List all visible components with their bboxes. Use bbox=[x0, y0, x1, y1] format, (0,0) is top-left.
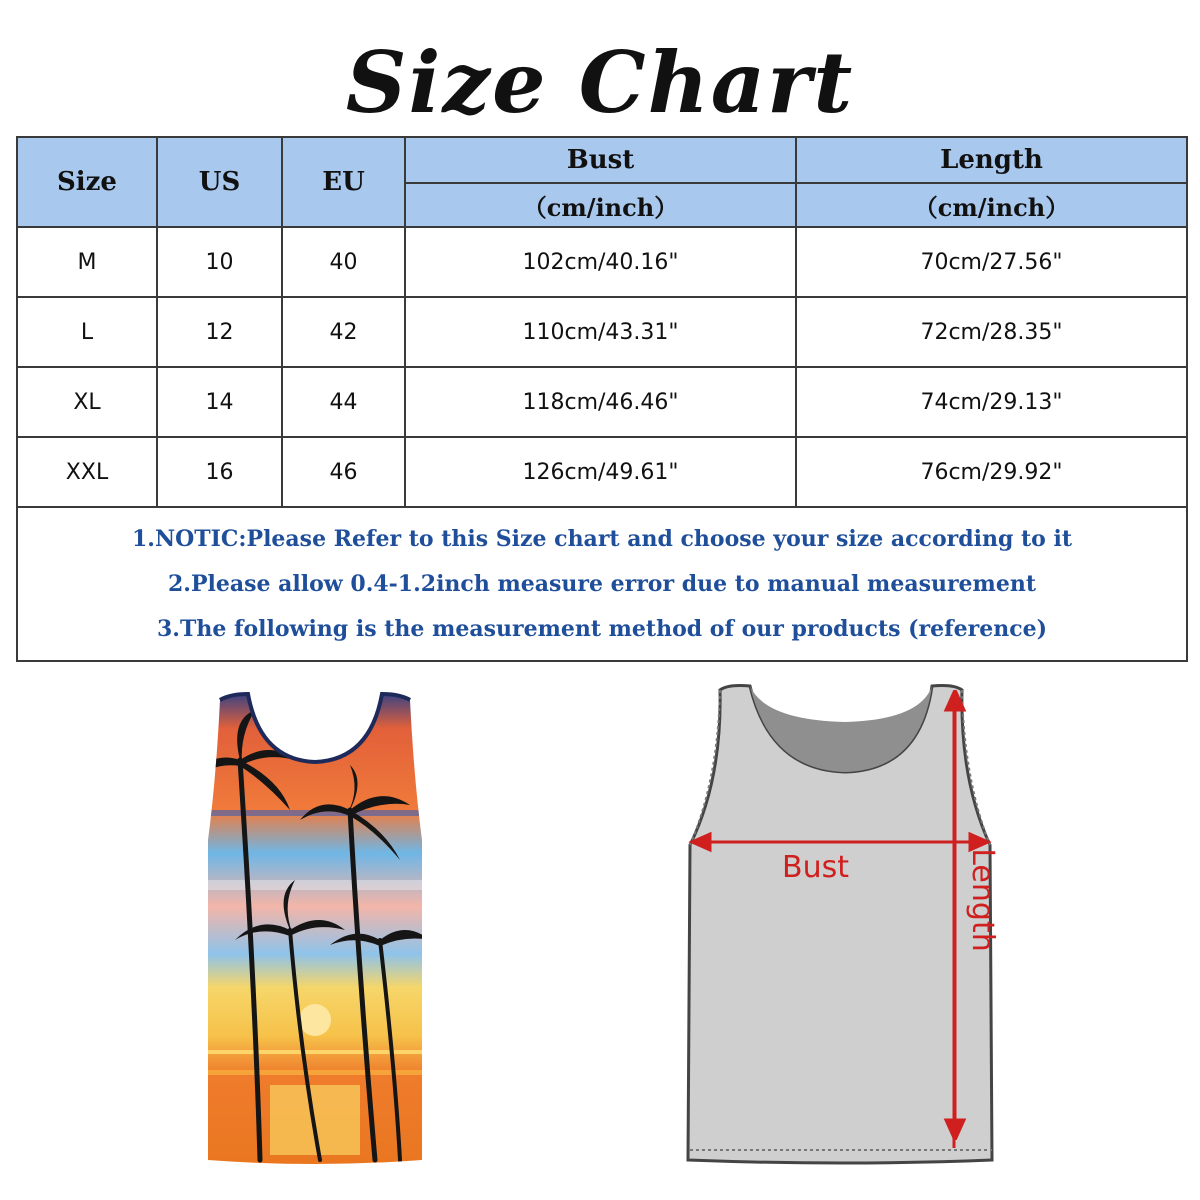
cell-eu: 44 bbox=[282, 367, 405, 437]
size-chart-table bbox=[16, 136, 1188, 662]
cell-bust: 126cm/49.61" bbox=[405, 437, 796, 507]
cell-size: M bbox=[17, 227, 157, 297]
note-3: 3.The following is the measurement method of our products (reference) bbox=[157, 615, 1047, 642]
cell-eu: 42 bbox=[282, 297, 405, 367]
table-row bbox=[17, 227, 1187, 297]
header-eu: EU bbox=[282, 137, 405, 227]
page-title: Size Chart bbox=[345, 33, 855, 132]
cell-size: XL bbox=[17, 367, 157, 437]
cell-us: 14 bbox=[157, 367, 282, 437]
cell-us: 10 bbox=[157, 227, 282, 297]
cell-bust: 118cm/46.46" bbox=[405, 367, 796, 437]
cell-length: 72cm/28.35" bbox=[796, 297, 1187, 367]
header-size: Size bbox=[17, 137, 157, 227]
bust-label: Bust bbox=[782, 850, 849, 885]
header-length: Length bbox=[796, 137, 1187, 183]
cell-length: 74cm/29.13" bbox=[796, 367, 1187, 437]
table-row bbox=[17, 297, 1187, 367]
cell-size: L bbox=[17, 297, 157, 367]
cell-length: 70cm/27.56" bbox=[796, 227, 1187, 297]
cell-bust: 102cm/40.16" bbox=[405, 227, 796, 297]
cell-length: 76cm/29.92" bbox=[796, 437, 1187, 507]
note-2: 2.Please allow 0.4-1.2inch measure error due to manual measurement bbox=[167, 570, 1036, 597]
product-photo-tank-top bbox=[200, 690, 430, 1170]
table-row bbox=[17, 367, 1187, 437]
cell-size: XXL bbox=[17, 437, 157, 507]
cell-bust: 110cm/43.31" bbox=[405, 297, 796, 367]
notes-cell bbox=[17, 507, 1187, 661]
length-label: Length bbox=[965, 848, 1000, 952]
header-bust: Bust bbox=[405, 137, 796, 183]
notes-row bbox=[17, 507, 1187, 661]
cell-us: 12 bbox=[157, 297, 282, 367]
header-us: US bbox=[157, 137, 282, 227]
header-length-unit: （cm/inch） bbox=[796, 183, 1187, 227]
cell-us: 16 bbox=[157, 437, 282, 507]
cell-eu: 46 bbox=[282, 437, 405, 507]
cell-eu: 40 bbox=[282, 227, 405, 297]
header-bust-unit: （cm/inch） bbox=[405, 183, 796, 227]
table-row bbox=[17, 437, 1187, 507]
note-1: 1.NOTIC:Please Refer to this Size chart and choose your size according to it bbox=[132, 525, 1072, 552]
